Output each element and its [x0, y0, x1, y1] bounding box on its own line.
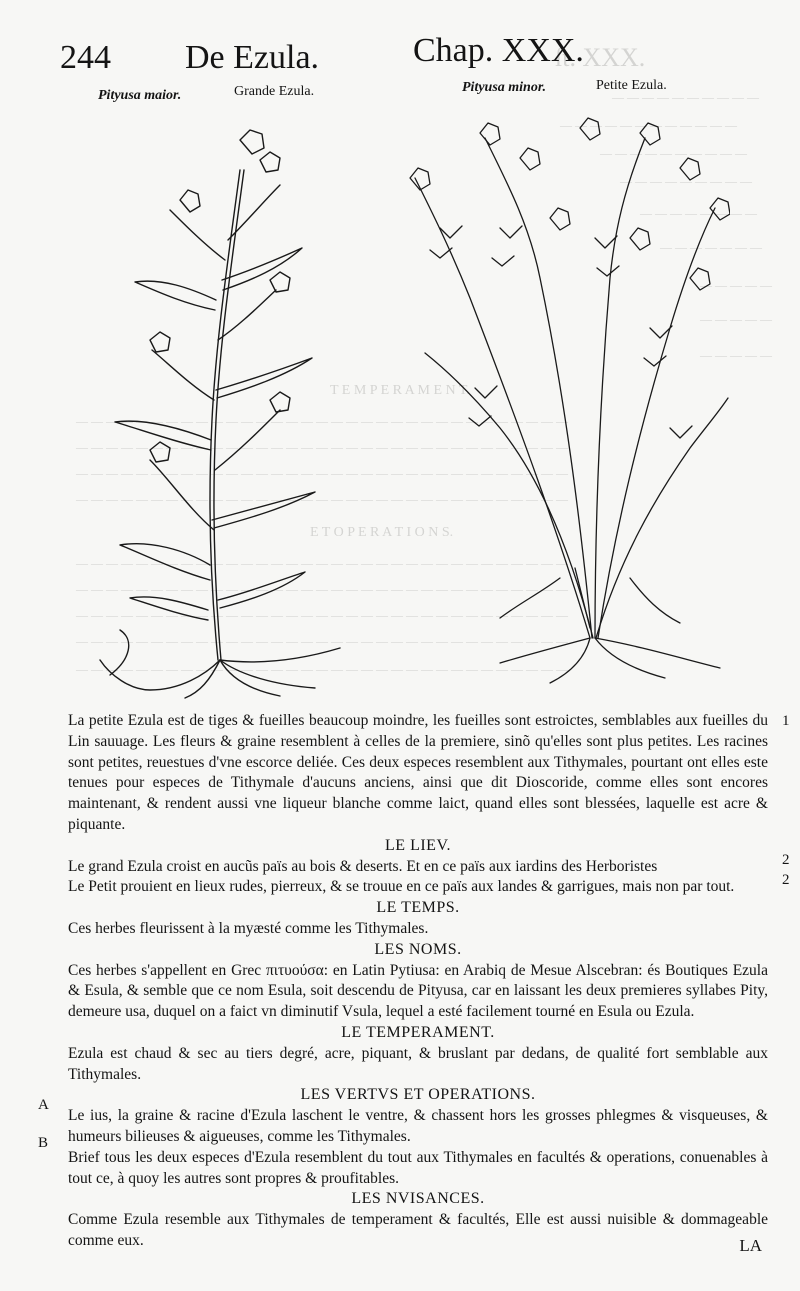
- temps-paragraph: Ces herbes fleurissent à la myæsté comme les Tithymales.: [68, 919, 429, 937]
- section-heading-noms: LES NOMS.: [374, 940, 462, 958]
- running-title: De Ezula.: [185, 39, 320, 76]
- section-heading-lieu: LE LIEV.: [385, 836, 451, 854]
- noms-paragraph: Ces herbes s'appellent en Grec πιτυούσα: en Latin Pytiusa: en Arabiq de Mesue Alscebran: és Boutiques Ezula & Esula, & semble que ce nom Esula, soit descendu de Pityusa, car en laissant les deux premieres syllabes Pity, demeure usa, duquel on a faict vn diminutif Vsula, lequel a esté facilement tourné en Esula ou Ezula.: [68, 961, 768, 1021]
- margin-reference-1: 1: [782, 713, 790, 729]
- section-heading-vertus: LES VERTVS ET OPERATIONS.: [300, 1086, 536, 1104]
- plate-right-latin-caption: Pityusa minor.: [462, 80, 547, 95]
- plate-right-french-caption: Petite Ezula.: [596, 78, 667, 93]
- margin-letter-b: B: [38, 1135, 49, 1151]
- plate-left-latin-caption: Pityusa maior.: [98, 88, 182, 103]
- text-block: [68, 711, 768, 1252]
- lieu-paragraph-2: Le Petit prouient en lieux rudes, pierreux, & se trouue en ce païs aux landes & garrigues, mais non par tout.: [68, 878, 735, 896]
- vertus-paragraph-b: Brief tous les deux especes d'Ezula resemblent du tout aux Tithymales en facultés & operations, conuenables à tout ce, à quoy les autres sont propres & proufitables.: [68, 1148, 768, 1187]
- margin-reference-2: 2: [782, 852, 790, 868]
- section-heading-temperament: LE TEMPERAMENT.: [341, 1023, 495, 1041]
- section-heading-temps: LE TEMPS.: [376, 899, 460, 917]
- plate-left-french-caption: Grande Ezula.: [234, 84, 315, 99]
- margin-reference-3: 2: [782, 872, 790, 888]
- description-paragraph: La petite Ezula est de tiges & fueilles beaucoup moindre, les fueilles sont estroictes, semblables aux fueilles du Lin sauuage. Les fleurs & graine resemblent à celles de la premiere, sinõ qu'elles sont plus petites. Les racines sont petites, reuestues d'vne escorce deliée. Ces deux especes resemblent aux Tithymales, pourtant ont elles este tenues pour especes de Tithymale d'aucuns anciens, ainsi que dit Dioscoride, comme elles sont encores maintenant, & rendent aussi vne liqueur blanche comme laict, quand elles sont blessées, laquelle est acre & piquante.: [68, 712, 768, 833]
- page-number: 244: [60, 39, 111, 76]
- section-heading-nuisances: LES NVISANCES.: [351, 1190, 485, 1208]
- lieu-paragraph-1: Le grand Ezula croist en aucũs païs au bois & deserts. Et en ce païs aux iardins des Herboristes: [68, 857, 658, 875]
- margin-letter-a: A: [38, 1097, 49, 1113]
- temperament-paragraph: Ezula est chaud & sec au tiers degré, acre, piquant, & bruslant par dedans, de qualité fort semblable aux Tithymales.: [68, 1044, 768, 1083]
- chapter-heading: Chap. XXX.: [413, 32, 584, 69]
- nuisances-paragraph: Comme Ezula resemble aux Tithymales de temperament & facultés, Elle est aussi nuisible & dommageable comme eux.: [68, 1211, 768, 1249]
- woodcut-grande-ezula: [90, 100, 360, 700]
- woodcut-petite-ezula: [390, 98, 730, 693]
- vertus-paragraph-a: Le ius, la graine & racine d'Ezula laschent le ventre, & chassent hors les grosses phlegmes & visqueuses, & humeurs bilieuses & aigueuses, comme les Tithymales.: [68, 1107, 768, 1145]
- book-page: ſt. XXX. — — — — — — — — — — — — — — — — — — — — — — — — — — — — — — — — — — — — — — — — — — — — — — — — — — — — — — — — — — — — — — — — — — — — — — — T E M P E R A M E N T. — — — — — — — — — — — — — — — — — — — — — — — — — — — — — — — — — — — — — — — — — — — — — — — — — — — — — — — — — — — — — — — — — — — — — — — — — — — — — — — — — — — — — — — — — — — — — — — — — — — — — — — — — — — — — — — — — — — — — — — — — — — — — — — — — — — — E T O P E R A T I O N S. — — — — — — — — — — — — — — — — — — — — — — — — — — — — — — — — — — — — — — — — — — — — — — — — — — — — — — — — — — — — — — — — — — — — — — — — — — — — — — — — — — — — — — — — — — — — — — — — — — — — — — — — — — — — — — — — — — — — — — — — — — — — — — — — — — — — — — — — — — — — — — — — — — — — — — — — — — — — — — — — — — — — — 244 De Ezula. Chap. XXX. Pityusa maior. Grande Ezula. Pityusa minor. Petite Ezula. La petite Ezula est de tiges & fueilles beaucoup moindre, les fueilles sont estroictes, semblables aux fueilles du Lin sauuage. Les fleurs & graine resemblent à celles de la premiere, sinõ qu'elles sont plus petites. Les racines sont petites, reuestues d'vne escorce deliée. Ces deux especes resemblent aux Tithymales, pourtant ont elles este tenues pour especes de Tithymale d'aucuns anciens, ainsi que dit Dioscoride, comme elles sont encores maintenant, & rendent aussi vne liqueur blanche comme laict, quand elles sont blessées, laquelle est acre & piquante. LE LIEV. Le grand Ezula croist en aucũs païs au bois & deserts. Et en ce païs aux iardins des Herboristes Le Petit prouient en lieux rudes, pierreux, & se trouue en ce païs aux landes & garrigues, mais non par tout. LE TEMPS. Ces herbes fleurissent à la myæsté comme les Tithymales. LES NOMS. Ces herbes s'appellent en Grec πιτυούσα: en Latin Pytiusa: en Arabiq de Mesue Alscebran: és Boutiques Ezula & Esula, & semble que ce nom Esula, soit descendu de Pityusa, car en laissant les deux premieres syllabes Pity, demeure usa, duquel on a faict vn diminutif Vsula, lequel a esté facilement tourné en Esula ou Ezula. LE TEMPERAMENT. Ezula est chaud & sec au tiers degré, acre, piquant, & bruslant par dedans, de qualité fort semblable aux Tithymales. LES VERTVS ET OPERATIONS. Le ius, la graine & racine d'Ezula laschent le ventre, & chassent hors les grosses phlegmes & visqueuses, & humeurs bilieuses & aigueuses, comme les Tithymales. Brief tous les deux especes d'Ezula resemblent du tout aux Tithymales en facultés & operations, conuenables à tout ce, à quoy les autres sont propres & proufitables. LES NVISANCES. Comme Ezula resemble aux Tithymales de temperament & facultés, Elle est aussi nuisible & dommageable comme eux. A B 1 2 2 LA: [0, 0, 800, 1291]
- catchword: LA: [739, 1236, 762, 1255]
